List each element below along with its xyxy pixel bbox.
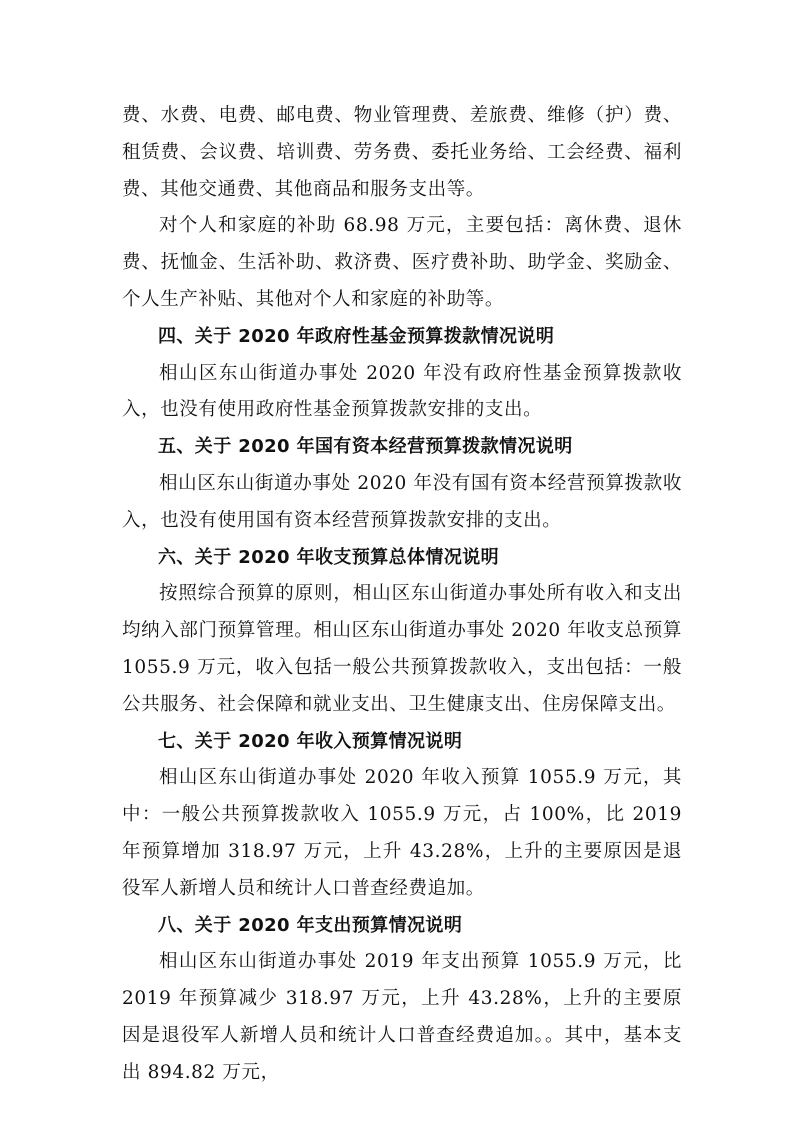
paragraph-state-capital: 相山区东山街道办事处 2020 年没有国有资本经营预算拨款收入，也没有使用国有资本经营预算拨款安排的支出。 <box>122 472 682 531</box>
paragraph-gov-fund: 相山区东山街道办事处 2020 年没有政府性基金预算拨款收入，也没有使用政府性基金预算拨款安排的支出。 <box>122 362 682 421</box>
paragraph-expense-list: 费、水费、电费、邮电费、物业管理费、差旅费、维修（护）费、租赁费、会议费、培训费、劳务费、委托业务给、工会经费、福利费、其他交通费、其他商品和服务支出等。 <box>122 105 682 200</box>
paragraph-expense-budget: 相山区东山街道办事处 2019 年支出预算 1055.9 万元，比 2019 年预算减少 318.97 万元，上升 43.28%，上升的主要原因是退役军人新增人员和统计人口普查经费追加。。其中，基本支出 894.82 万元， <box>122 951 682 1083</box>
section-heading-4: 四、关于 2020 年政府性基金预算拨款情况说明 <box>158 325 555 347</box>
section-heading-6: 六、关于 2020 年收支预算总体情况说明 <box>158 546 500 568</box>
paragraph-household-subsidy: 对个人和家庭的补助 68.98 万元，主要包括：离休费、退休费、抚恤金、生活补助、救济费、医疗费补助、助学金、奖励金、个人生产补贴、其他对个人和家庭的补助等。 <box>122 215 682 310</box>
section-heading-8: 八、关于 2020 年支出预算情况说明 <box>158 914 463 936</box>
document-body <box>122 98 682 1092</box>
paragraph-income-budget: 相山区东山街道办事处 2020 年收入预算 1055.9 万元，其中：一般公共预算拨款收入 1055.9 万元，占 100%，比 2019 年预算增加 318.97 万元，上升 43.28%，上升的主要原因是退役军人新增人员和统计人口普查经费追加。 <box>122 767 682 899</box>
section-heading-7: 七、关于 2020 年收入预算情况说明 <box>158 730 463 752</box>
section-heading-5: 五、关于 2020 年国有资本经营预算拨款情况说明 <box>158 436 573 458</box>
paragraph-overall-budget: 按照综合预算的原则，相山区东山街道办事处所有收入和支出均纳入部门预算管理。相山区东山街道办事处 2020 年收支总预算 1055.9 万元，收入包括一般公共预算拨款收入，支出包括：一般公共服务、社会保障和就业支出、卫生健康支出、住房保障支出。 <box>122 583 682 715</box>
